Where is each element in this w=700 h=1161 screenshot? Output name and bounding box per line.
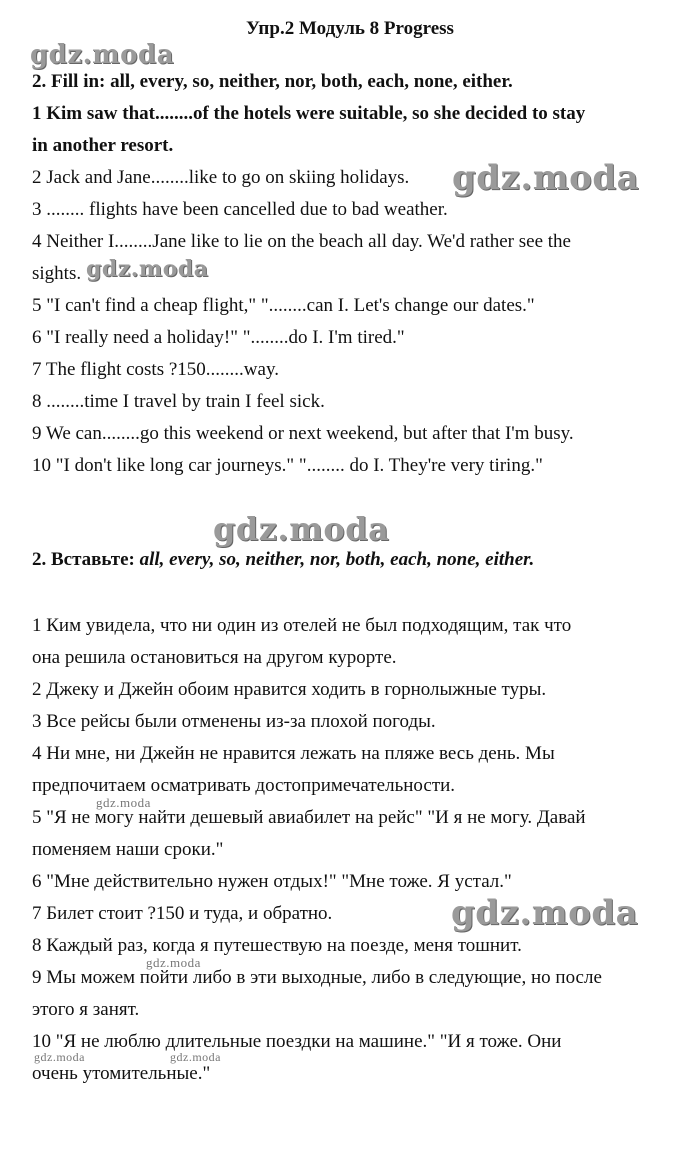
watermark-small-4: gdz.moda (170, 1050, 221, 1064)
russian-heading-prefix: 2. Вставьте: (32, 549, 140, 570)
translation-item: 7 Билет стоит ?150 и туда, и обратно. (32, 903, 333, 924)
translation-item: 4 Ни мне, ни Джейн не нравится лежать на пляже весь день. Мы (32, 743, 555, 764)
page-title: Упр.2 Модуль 8 Progress (246, 18, 454, 39)
translation-item: поменяем наши сроки." (32, 839, 224, 860)
russian-items (32, 610, 668, 1090)
exercise-item: 5 "I can't find a cheap flight," "........can I. Let's change our dates." (32, 295, 535, 316)
exercise-item: 4 Neither I........Jane like to lie on the beach all day. We'd rather see the (32, 231, 571, 252)
translation-item: 3 Все рейсы были отменены из-за плохой погоды. (32, 711, 436, 732)
watermark-right-1: gdz.moda (452, 158, 640, 198)
watermark-small-1: gdz.moda (96, 795, 151, 810)
translation-item: очень утомительные." (32, 1063, 211, 1084)
translation-item: предпочитаем осматривать достопримечательности. (32, 775, 456, 796)
translation-item: 2 Джеку и Джейн обоим нравится ходить в горнолыжные туры. (32, 679, 547, 700)
translation-item: 6 "Мне действительно нужен отдых!" "Мне тоже. Я устал." (32, 871, 512, 892)
watermark-left-2: gdz.moda (86, 256, 209, 282)
exercise-item: 8 ........time I travel by train I feel sick. (32, 391, 325, 412)
watermark-top-left: gdz.moda (30, 40, 175, 70)
exercise-item: 1 Kim saw that........of the hotels were suitable, so she decided to stay (32, 103, 586, 124)
english-heading: 2. Fill in: all, every, so, neither, nor, both, each, none, either. (32, 71, 513, 92)
exercise-item: in another resort. (32, 135, 174, 156)
russian-heading-words: all, every, so, neither, nor, both, each, none, either. (139, 549, 535, 570)
exercise-item: 7 The flight costs ?150........way. (32, 359, 279, 380)
translation-item: 1 Ким увидела, что ни один из отелей не был подходящим, так что (32, 615, 572, 636)
watermark-center: gdz.moda (213, 510, 390, 548)
russian-heading (32, 544, 668, 576)
translation-item: этого я занят. (32, 999, 140, 1020)
translation-item: она решила остановиться на другом курорте. (32, 647, 397, 668)
watermark-small-3: gdz.moda (34, 1050, 85, 1064)
translation-item: 8 Каждый раз, когда я путешествую на поезде, меня тошнит. (32, 935, 522, 956)
english-exercise (32, 66, 668, 482)
exercise-item: 6 "I really need a holiday!" "........do I. I'm tired." (32, 327, 405, 348)
exercise-item: 3 ........ flights have been cancelled due to bad weather. (32, 199, 448, 220)
exercise-item: 2 Jack and Jane........like to go on skiing holidays. (32, 167, 410, 188)
exercise-item: 9 We can........go this weekend or next weekend, but after that I'm busy. (32, 423, 574, 444)
exercise-item: sights. (32, 263, 82, 284)
translation-item: 5 "Я не могу найти дешевый авиабилет на рейс" "И я не могу. Давай (32, 807, 586, 828)
watermark-small-2: gdz.moda (146, 955, 201, 970)
watermark-right-2: gdz.moda (451, 893, 639, 933)
russian-translation (32, 544, 668, 576)
translation-item: 10 "Я не люблю длительные поездки на машине." "И я тоже. Они (32, 1031, 562, 1052)
translation-item: 9 Мы можем пойти либо в эти выходные, либо в следующие, но после (32, 967, 602, 988)
exercise-item: 10 "I don't like long car journeys." "........ do I. They're very tiring." (32, 455, 543, 476)
